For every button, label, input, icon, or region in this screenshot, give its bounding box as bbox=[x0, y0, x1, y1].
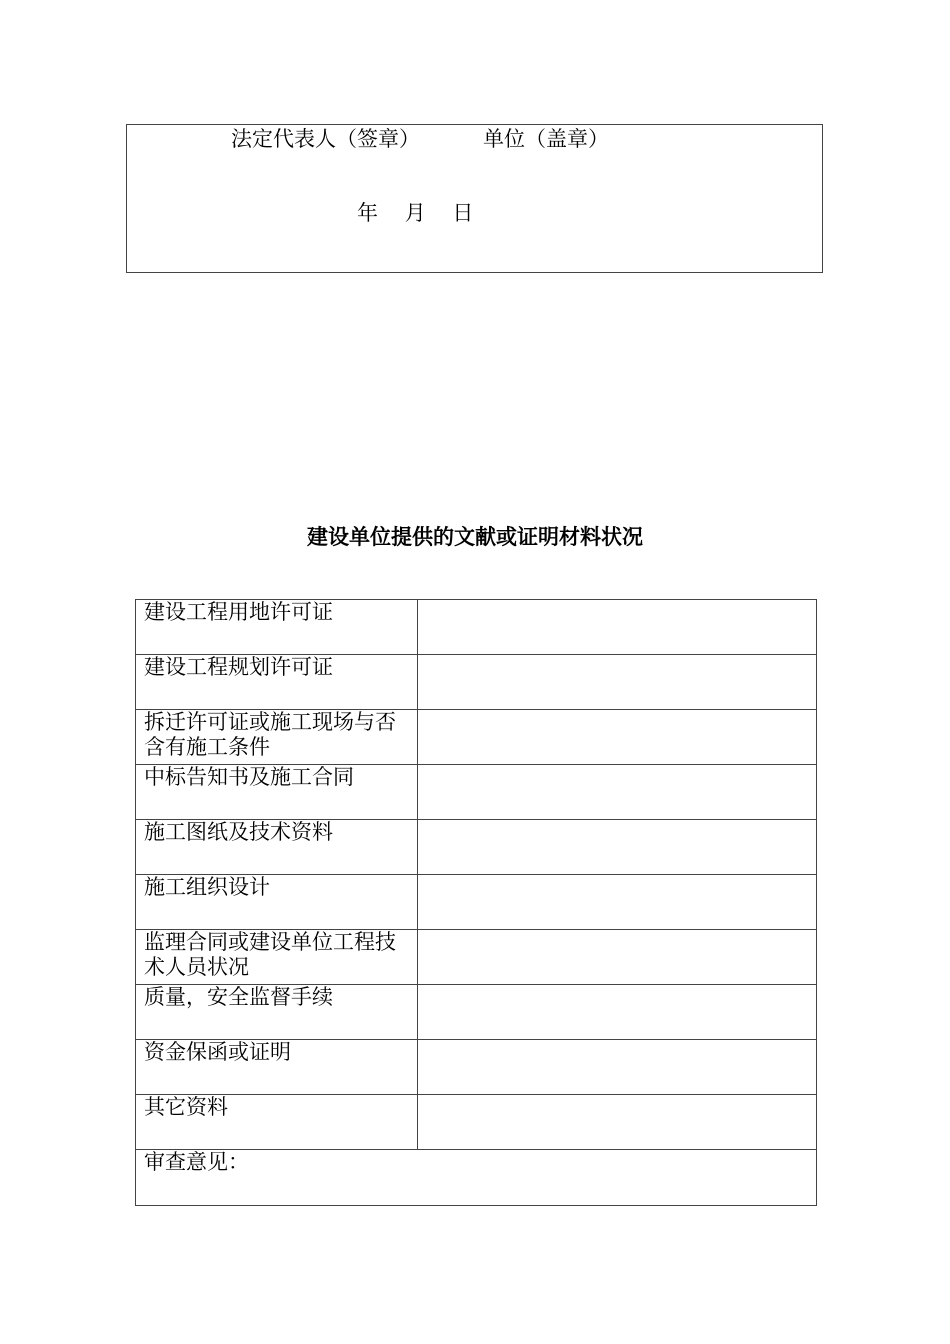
row-value-cell[interactable] bbox=[418, 930, 817, 985]
row-label: 施工图纸及技术资料 bbox=[136, 820, 418, 875]
table-row bbox=[136, 1095, 817, 1150]
row-label: 资金保函或证明 bbox=[136, 1040, 418, 1095]
row-label: 其它资料 bbox=[136, 1095, 418, 1150]
table-row bbox=[136, 600, 817, 655]
signature-box bbox=[126, 124, 823, 273]
table-row bbox=[136, 710, 817, 765]
row-value-cell[interactable] bbox=[418, 985, 817, 1040]
legal-representative-signature-label: 法定代表人（签章） bbox=[231, 127, 420, 151]
row-label: 建设工程规划许可证 bbox=[136, 655, 418, 710]
table-row bbox=[136, 655, 817, 710]
row-label: 施工组织设计 bbox=[136, 875, 418, 930]
review-opinion-cell[interactable]: 审查意见： bbox=[136, 1150, 817, 1206]
document-title: 建设单位提供的文献或证明材料状况 bbox=[307, 524, 643, 549]
table-row bbox=[136, 875, 817, 930]
row-value-cell[interactable] bbox=[418, 875, 817, 930]
review-opinion-row bbox=[136, 1150, 817, 1206]
row-label: 监理合同或建设单位工程技术人员状况 bbox=[136, 930, 418, 985]
row-value-cell[interactable] bbox=[418, 1095, 817, 1150]
row-value-cell[interactable] bbox=[418, 600, 817, 655]
row-label: 中标告知书及施工合同 bbox=[136, 765, 418, 820]
row-value-cell[interactable] bbox=[418, 655, 817, 710]
row-label: 质量，安全监督手续 bbox=[136, 985, 418, 1040]
table-row bbox=[136, 765, 817, 820]
row-label: 拆迁许可证或施工现场与否含有施工条件 bbox=[136, 710, 418, 765]
row-value-cell[interactable] bbox=[418, 765, 817, 820]
materials-table bbox=[135, 599, 817, 1206]
unit-seal-label: 单位（盖章） bbox=[483, 127, 609, 151]
row-value-cell[interactable] bbox=[418, 820, 817, 875]
table-row bbox=[136, 1040, 817, 1095]
table-row bbox=[136, 820, 817, 875]
row-value-cell[interactable] bbox=[418, 710, 817, 765]
date-label: 年 月 日 bbox=[357, 201, 474, 225]
table-row bbox=[136, 985, 817, 1040]
row-label: 建设工程用地许可证 bbox=[136, 600, 418, 655]
table-row bbox=[136, 930, 817, 985]
row-value-cell[interactable] bbox=[418, 1040, 817, 1095]
